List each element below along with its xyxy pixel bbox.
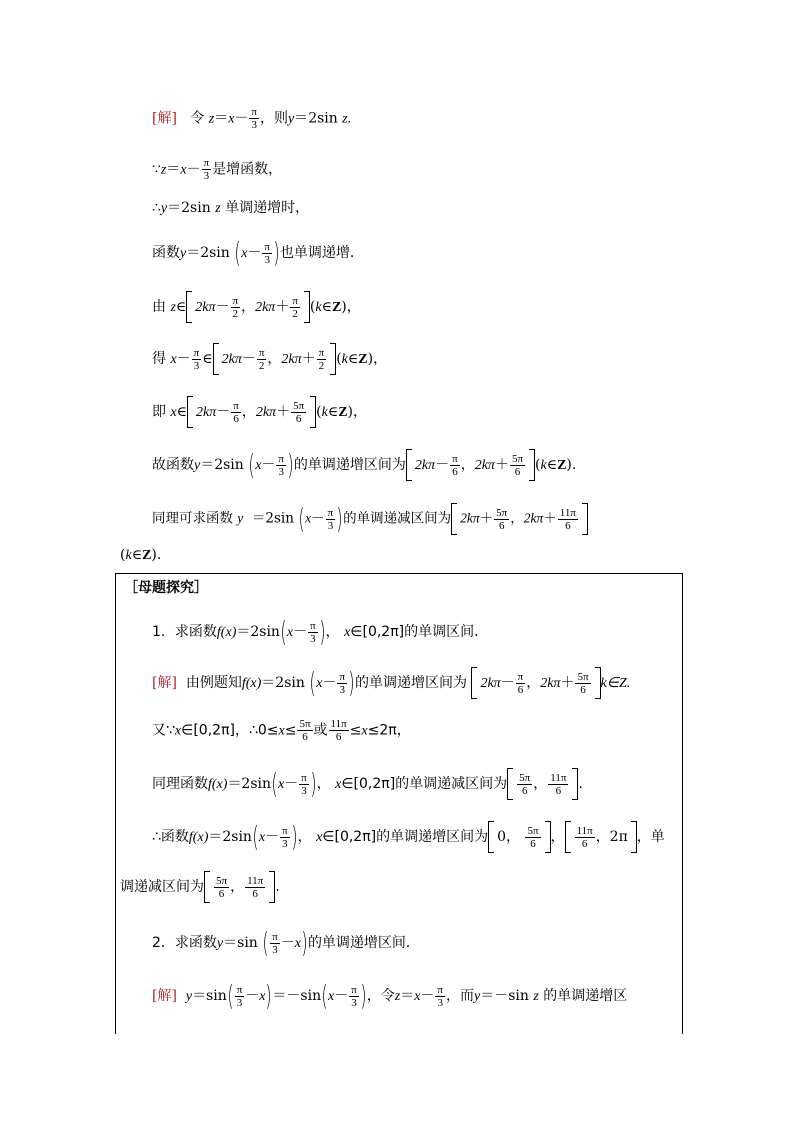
intro-line-2: ∵z＝x－ $\frac{\pi}{3}$ 是增函数， [152, 157, 283, 182]
intro-line-5: 由 z∈ 2kπ－ $\frac{\pi}{2}$ ，2kπ＋ $\frac{\pi}{2}$ (k∈Z)， [152, 291, 361, 323]
intro-line-1: [解] 令 z＝x－ $\frac{\pi}{3}$ ，则y＝2sin z. [152, 106, 352, 131]
answer-1-line-5: 调递减区间为 $\frac{5\pi}{6}$ ， $\frac{11\pi}{6}$ . [120, 871, 280, 903]
intro-line-6: 得 x－ $\frac{\pi}{3}$ ∈ 2kπ－ $\frac{\pi}{2}$ ，2kπ＋ $\frac{\pi}{2}$ (k∈Z)， [152, 343, 387, 375]
intro-line-3: ∴y＝2sin z 单调递增时， [152, 200, 310, 216]
answer-1-line-1: [解] 由例题知f(x)＝2sin (x－ $\frac{\pi}{3}$ )的单调递增区间为 2kπ－ $\frac{\pi}{6}$ ，2kπ＋ $\frac{5\pi}{6}$ k∈Z. [152, 666, 631, 699]
answer-2-line-1: [解] y＝sin( $\frac{\pi}{3}$ －x)＝－sin(x－ $\frac{\pi}{3}$ )，令z＝x－ $\frac{\pi}{3}$ ，而y＝－sin z 的单调递增区 [152, 979, 628, 1012]
answer-1-line-3: 同理函数f(x)＝2sin(x－ $\frac{\pi}{3}$ )， x∈[0,2π]的单调递减区间为 $\frac{5\pi}{6}$ ， $\frac{11\pi}{6}$ . [152, 767, 583, 800]
answer-1-line-2: 又∵x∈[0,2π]，∴0≤x≤ $\frac{5\pi}{6}$ 或 $\frac{11\pi}{6}$ ≤x≤2π， [152, 718, 411, 743]
box-title: ［母题探究］ [124, 580, 208, 596]
intro-line-10: (k∈Z). [120, 547, 162, 563]
intro-line-7: 即 x∈ 2kπ－ $\frac{\pi}{6}$ ，2kπ＋ $\frac{5\pi}{6}$ (k∈Z)， [152, 396, 367, 428]
question-1: 1．求函数f(x)＝2sin(x－ $\frac{\pi}{3}$ )， x∈[0,2π]的单调区间． [152, 615, 489, 648]
intro-line-4: 函数y＝2sin (x－ $\frac{\pi}{3}$ )也单调递增． [152, 236, 364, 269]
fraction: $\frac{\pi}{3}$ [203, 157, 210, 182]
intro-line-9: 同理可求函数 y ＝2sin (x－ $\frac{\pi}{3}$ )的单调递减区间为 2kπ＋ $\frac{5\pi}{6}$ ，2kπ＋ $\frac{11\pi}{6}$ [152, 503, 588, 535]
answer-1-line-4: ∴函数f(x)＝2sin(x－ $\frac{\pi}{3}$ )， x∈[0,2π]的单调递增区间为 0， $\frac{5\pi}{6}$ ， $\frac{11\pi}{6}$ ，2π ，单 [152, 820, 665, 853]
question-2: 2．求函数y＝sin ( $\frac{\pi}{3}$ －x)的单调递增区间． [152, 926, 420, 959]
fraction: $\frac{\pi}{3}$ [251, 106, 257, 131]
intro-line-8: 故函数y＝2sin (x－ $\frac{\pi}{3}$ )的单调递增区间为 2kπ－ $\frac{\pi}{6}$ ，2kπ＋ $\frac{5\pi}{6}$ (k∈Z). [152, 448, 577, 481]
solution-tag: [解] [152, 110, 177, 127]
